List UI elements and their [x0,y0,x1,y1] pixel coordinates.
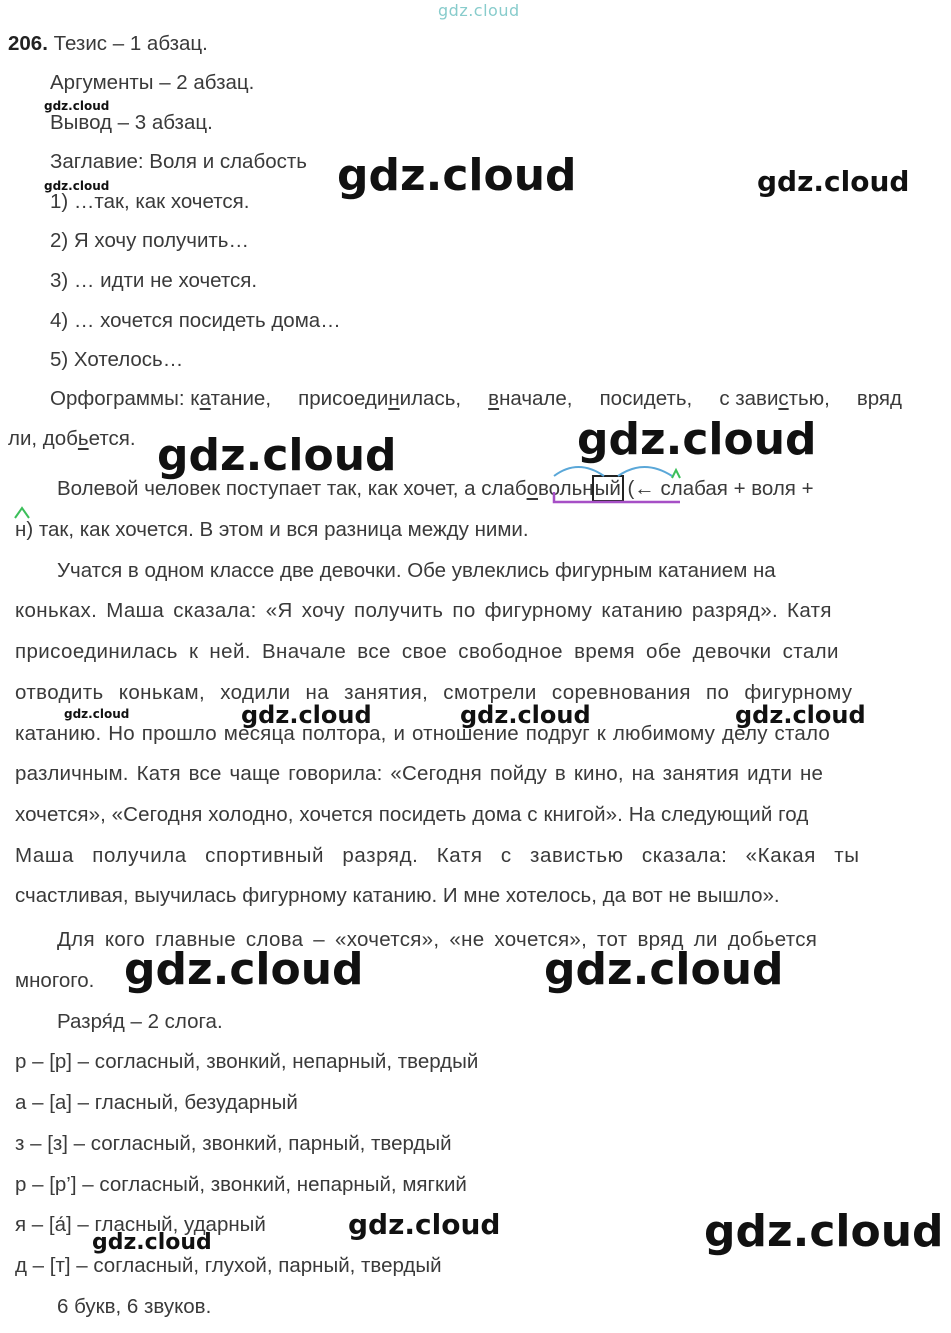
plan-title: Заглавие: Воля и слабость [50,150,307,173]
root-1: слаб [481,477,527,500]
phonetic-row-3: з – [з] – согласный, звонкий, парный, твердый [15,1132,452,1155]
watermark-top: gdz.cloud [438,1,520,20]
root-arc-1 [554,467,604,476]
task-header-text: Тезис – 1 абзац. [47,32,208,55]
essay-p2-line9: счастливая, выучилась фигурному катанию. И мне хотелось, да вот не вышло». [15,884,780,907]
root-arc-2 [618,467,672,476]
essay-p2-line5: катанию. Но прошло месяца полтора, и отношение подруг к любимому делу стало [15,722,830,745]
phonetic-row-4: р – [р’] – согласный, звонкий, непарный, мягкий [15,1173,467,1196]
ortho-word-4b: еть, [655,387,693,410]
plan-item-4: 4) … хочется посидеть дома… [50,309,341,332]
essay-p1-line2: н) так, как хочется. В этом и вся разница между ними. [15,518,529,541]
watermark: gdz.cloud [577,414,817,465]
watermark: gdz.cloud [544,944,784,995]
essay-p3-line2: многого. [15,969,95,992]
essay-p2-line6: различным. Катя все чаще говорила: «Сегодня пойду в кино, на занятия идти не [15,762,824,785]
plan-arguments: Аргументы – 2 абзац. [50,71,255,94]
phonetic-row-6: д – [т] – согласный, глухой, парный, твердый [15,1254,442,1277]
essay-p2-line3: присоединилась к ней. Вначале все свое свободное время обе девочки стали [15,640,839,663]
watermark: gdz.cloud [92,1230,212,1255]
watermark: gdz.cloud [124,944,364,995]
ortho-underlined-letter: с [778,387,789,410]
phonetic-row-1: р – [р] – согласный, звонкий, непарный, твердый [15,1050,479,1073]
essay-p2-line7: хочется», «Сегодня холодно, хочется посидеть дома с книгой». На следующий год [15,803,809,826]
plan-item-1: 1) …так, как хочется. [50,190,250,213]
essay-p3-line1: Для кого главные слова – «хочется», «не хочется», тот вряд ли добьется [57,928,818,951]
watermark: gdz.cloud [157,430,397,481]
essay-p1-text-b: (← слабая + воля + [621,477,814,500]
task-number: 206. [8,32,48,55]
plan-item-5: 5) Хотелось… [50,348,184,371]
plan-item-3: 3) … идти не хочется. [50,269,258,292]
essay-p1-text-a: Волевой человек поступает так, как хочет, а [57,477,482,500]
watermark: gdz.cloud [44,179,110,193]
ortho-line2b: ется. [88,427,136,450]
ortho-word-5a: с зави [719,387,779,410]
ortho-line2a: ли, доб [8,427,78,450]
essay-p2-line2: коньках. Маша сказала: «Я хочу получить по фигурному катанию разряд». Катя [15,599,832,622]
ortho-underlined-letter: ь [77,427,89,450]
essay-p1-line1 [57,476,814,502]
ortho-word-1a: к [190,387,200,410]
morph-word [481,477,622,500]
essay-p2-line8: Маша получила спортивный разряд. Катя с завистью сказала: «Какая ты [15,844,860,867]
phonetic-summary: 6 букв, 6 звуков. [57,1295,212,1318]
watermark: gdz.cloud [241,701,372,729]
watermark: gdz.cloud [704,1206,944,1257]
ortho-underlined-letter: н [388,387,400,410]
watermark: gdz.cloud [64,707,130,721]
essay-p2-line4: отводить конькам, ходили на занятия, смотрели соревнования по фигурному [15,681,853,704]
connecting-vowel: о [526,477,538,500]
ortho-word-1b: тание, [210,387,272,410]
ortho-word-2a: присоеди [298,387,389,410]
watermark: gdz.cloud [337,150,577,201]
ortho-word-3b: начале, [499,387,573,410]
watermark: gdz.cloud [757,165,910,198]
watermark: gdz.cloud [735,701,866,729]
orthograms-line-1 [50,386,902,412]
ortho-underlined-letter: д [643,387,656,410]
ortho-word-4a: поси [599,387,644,410]
ending-box: ый [594,477,621,500]
phonetic-title: Разря́д – 2 слога. [57,1010,223,1033]
plan-item-2: 2) Я хочу получить… [50,229,249,252]
watermark: gdz.cloud [44,99,110,113]
essay-p2-line1 [57,558,937,584]
ortho-underlined-letter: в [488,387,500,410]
root-2: вольн [538,477,594,500]
orthograms-line-2 [8,426,136,452]
essay-p2-line1-text: Учатся в одном классе две девочки. Обе увлеклись фигурным катанием на [57,559,776,582]
ortho-word-6: вряд [856,387,902,410]
ortho-underlined-letter: а [199,387,211,410]
task-header [8,31,208,57]
watermark: gdz.cloud [348,1208,501,1241]
watermark: gdz.cloud [460,701,591,729]
phonetic-row-5: я – [а́] – гласный, ударный [15,1213,266,1236]
orthograms-label: Орфограммы: [50,387,191,410]
ortho-word-2b: илась, [399,387,462,410]
ortho-word-5b: тью, [788,387,830,410]
plan-conclusion: Вывод – 3 абзац. [50,111,213,134]
phonetic-row-2: а – [а] – гласный, безударный [15,1091,298,1114]
